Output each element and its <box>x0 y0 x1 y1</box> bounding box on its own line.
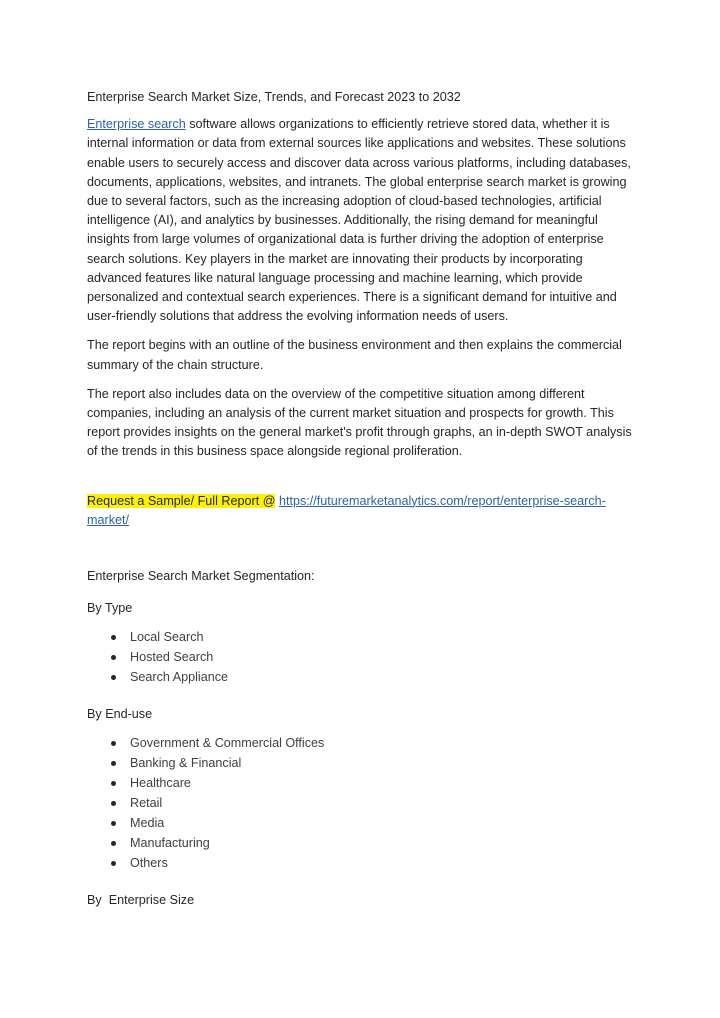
by-type-heading: By Type <box>87 601 133 616</box>
report-url-link[interactable]: https://futuremarketanalytics.com/report/enterprise-search-market/ <box>87 493 606 527</box>
outline-paragraph: The report begins with an outline of the business environment and then explains the commercial summary of the chain structure. <box>87 338 622 372</box>
list-item: Retail <box>87 794 635 814</box>
request-sample-label: Request a Sample/ Full Report @ <box>87 493 276 508</box>
by-end-use-list <box>87 734 635 873</box>
bullet-icon <box>111 781 116 786</box>
bullet-icon <box>111 821 116 826</box>
bullet-icon <box>111 861 116 866</box>
by-type-list <box>87 628 635 688</box>
list-item: Healthcare <box>87 774 635 794</box>
competitive-paragraph: The report also includes data on the overview of the competitive situation among different companies, including an analysis of the current market situation and prospects for growth. This report provides insights on the general market's profit through graphs, an in-depth SWOT analysis of the trends in this business space alongside regional proliferation. <box>87 386 632 459</box>
list-item: Government & Commercial Offices <box>87 734 635 754</box>
bullet-icon <box>111 635 116 640</box>
intro-text: software allows organizations to efficiently retrieve stored data, whether it is internal information or data from external sources like applications and websites. These solutions enable users to securely access and discover data across various platforms, including databases, documents, applications, websites, and intranets. The global enterprise search market is growing due to several factors, such as the increasing adoption of cloud-based technologies, artificial intelligence (AI), and analytics by businesses. Additionally, the rising demand for meaningful insights from large volumes of organizational data is further driving the adoption of enterprise search solutions. Key players in the market are innovating their products by incorporating advanced features like natural language processing and machine learning, which provide personalized and contextual search experiences. There is a significant demand for intuitive and user-friendly solutions that address the evolving information needs of users. <box>87 117 631 324</box>
list-item: Banking & Financial <box>87 754 635 774</box>
list-item: Media <box>87 814 635 834</box>
segmentation-heading: Enterprise Search Market Segmentation: <box>87 569 315 584</box>
list-item: Local Search <box>87 628 635 648</box>
list-item: Search Appliance <box>87 668 635 688</box>
document-title: Enterprise Search Market Size, Trends, and Forecast 2023 to 2032 <box>87 90 461 104</box>
intro-paragraph <box>87 115 635 326</box>
by-enterprise-size-heading: By Enterprise Size <box>87 892 195 907</box>
list-item: Hosted Search <box>87 648 635 668</box>
bullet-icon <box>111 675 116 680</box>
list-item: Others <box>87 854 635 874</box>
request-sample-line <box>87 492 635 530</box>
bullet-icon <box>111 761 116 766</box>
by-end-use-heading: By End-use <box>87 707 153 722</box>
bullet-icon <box>111 841 116 846</box>
bullet-icon <box>111 801 116 806</box>
bullet-icon <box>111 741 116 746</box>
list-item: Manufacturing <box>87 834 635 854</box>
document-content <box>87 88 635 910</box>
bullet-icon <box>111 655 116 660</box>
enterprise-search-link[interactable]: Enterprise search <box>87 117 186 132</box>
